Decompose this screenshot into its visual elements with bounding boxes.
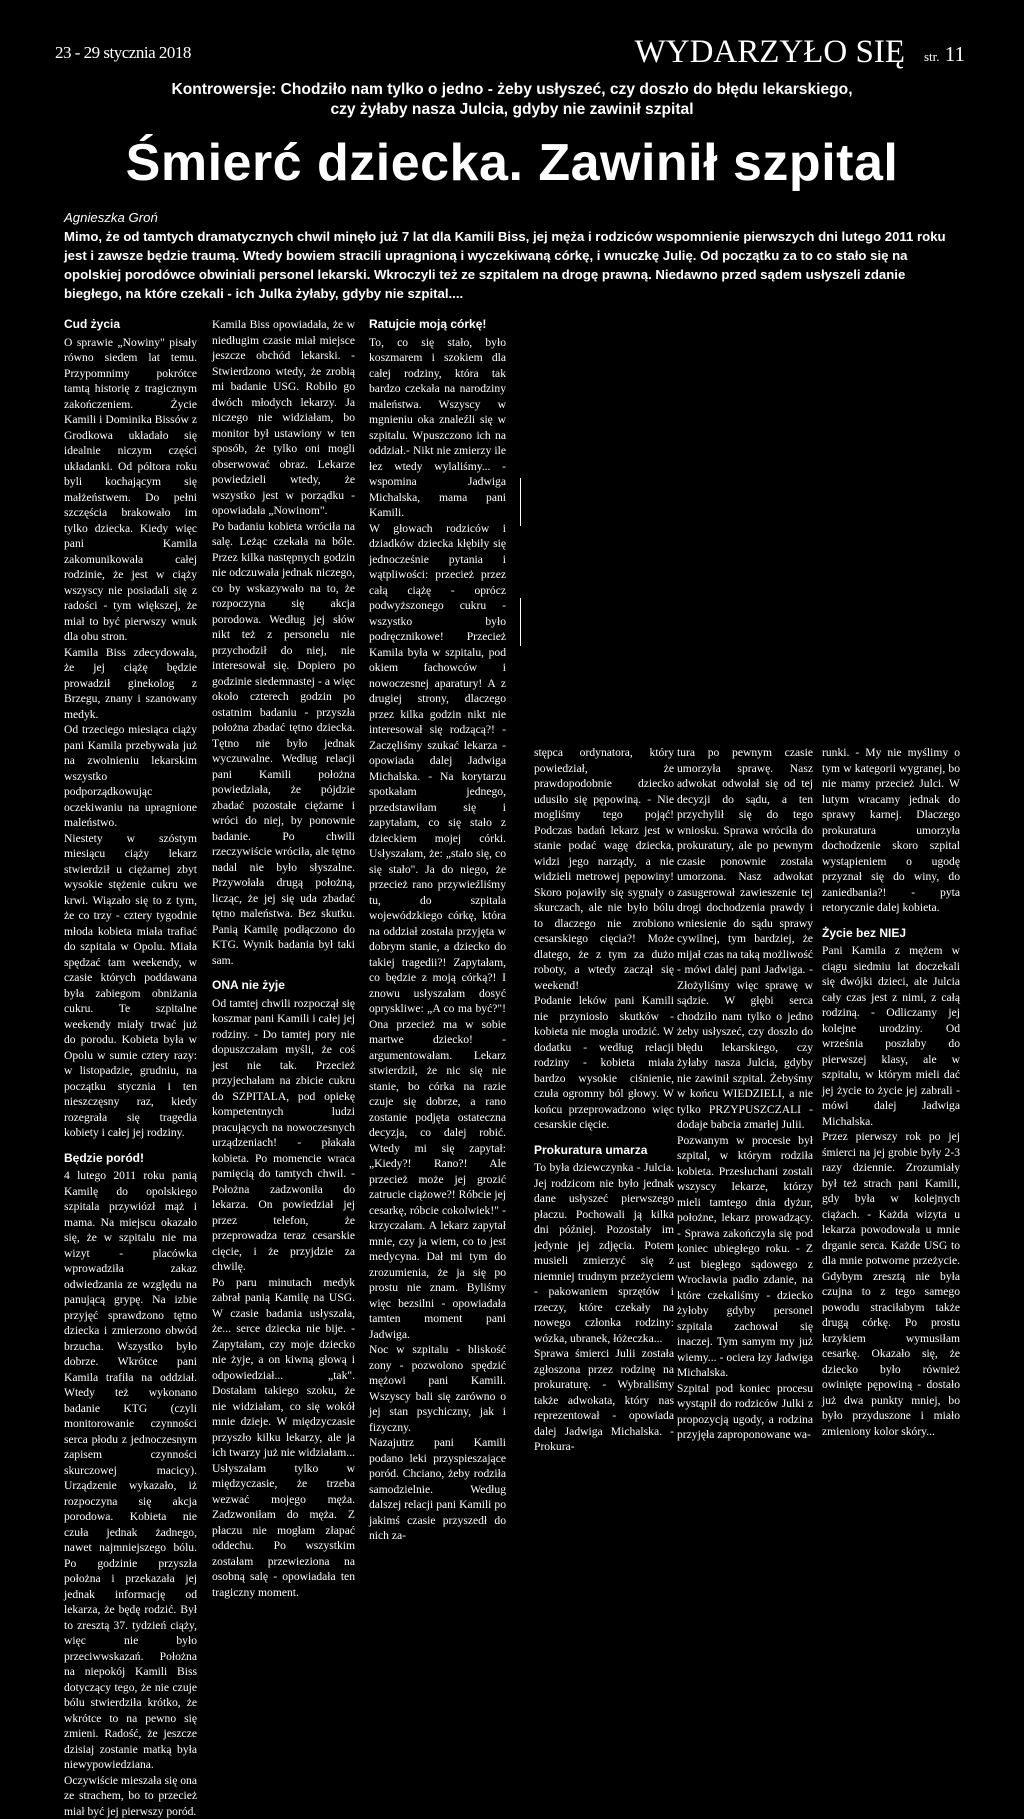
paragraph: Przez pierwszy rok po jej śmierci na jej grobie były 2-3 razy dziennie. Zrozumiały był też strach pani Kamili, gdy była w kolejnych ciążach. - Każda wizyta u lekarza powodowała u mnie drganie serca. Każde USG to dla mnie potworne przeżycie. Gdybym zresztą nie była czujna to z tego samego powodu straciłabym także drugą córkę. Po prostu krzykiem wymusiłam cesarkę. Okazało się, że dziecko było również owinięte pępowiną - dostało już dwa punkty mniej, bo było przyduszone i miało zmieniony kolor skóry... <box>822 1130 960 1438</box>
article-kicker <box>60 80 964 120</box>
paragraph: O sprawie „Nowiny" pisały równo siedem lat temu. Przypomnimy pokrótce tamtą historię z tragicznym zakończeniem. Życie Kamili i Dominika Bissów z Grodkowa układało się idealnie niczym części układanki. Od półtora roku byli kochającym się małżeństwem. Do pełni szczęścia brakowało im tylko dziecka. Kiedy więc pani Kamila zakomunikowała całej rodzinie, że jest w ciąży wszyscy nie posiadali się z radości - tym większej, że miał to być pierwszy wnuk dla obu stron. <box>64 335 197 643</box>
article-lead <box>64 208 960 303</box>
paragraph: Kamila Biss opowiadała, że w niedługim czasie miał miejsce jeszcze obchód lekarski. - Stwierdzono wtedy, że zrobią mi badanie USG. Robiło go dwóch młodych lekarzy. Ja niczego nie widziałam, bo monitor był ustawiony w ten sposób, że tylko oni mogli obserwować obraz. Lekarze powiedzieli wtedy, że wszystko jest w porządku - opowiadała „Nowinom". <box>212 318 355 517</box>
page-number-value: 11 <box>944 42 965 66</box>
subhead-cud-zycia: Cud życia <box>64 317 121 331</box>
subhead-zycie-bez-niej: Życie bez NIEJ <box>822 925 907 940</box>
paragraph: W głowach rodziców i dziadków dziecka kłębiły się jednocześnie pytania i wątpliwości: przecież przez całą ciążę - oprócz podwyższonego cukru - wszystko było podręcznikowe! Przecież Kamila była w szpitalu, pod okiem fachowców i nowoczesnej aparatury! A z drugiej strony, dlaczego przez kilka godzin nikt nie interesował się rodzącą?! - Zaczęliśmy szukać lekarza - opowiada dalej Jadwiga Michalska. - Na korytarzu spotkałam jednego, przedstawiłam się i zapytałam, co się stało z dzieckiem mojej córki. Usłyszałam, że: „stało się, co się stało". Ja do niego, że przecież rano przywieźliśmy tu, do szpitala wojewódzkiego córkę, która na oddział została przyjęta w dobrym stanie, a dziecko do takiej tragedii?! Zapytałam, co będzie z moją córką?! I znowu usłyszałam dosyć opryskliwe: „A co ma być?"! Ona przecież ma w sobie martwe dziecko! - argumentowałam. Lekarz stwierdził, że nic się nie stanie, bo córka na razie czuje się dobrze, a rano zostanie podjęta ostateczna decyzja, co dalej robić. Wtedy mi się zapytał: „Kiedy?! Rano?! Ale przecież może jej grozić zatrucie ciążowe?! Róbcie jej cesarkę, róbcie cokolwiek!" - krzyczałam. A lekarz zapytał mnie, czy ja wiem, co to jest medycyna. Dał mi tym do zrozumienia, że ja się po prostu nie znam. Byliśmy więc bezsilni - opowiadała tamten moment pani Jadwiga. <box>369 521 506 1341</box>
column-2 <box>212 317 355 1599</box>
lead-text: Mimo, że od tamtych dramatycznych chwil minęło już 7 lat dla Kamili Biss, jej męża i rodziców wspomnienie pierwszych dni lutego 2011 roku jest i zawsze będzie traumą. Wtedy bowiem stracili upragnioną i wyczekiwaną córkę, i wnuczkę Julię. Od początku za to co stało się na opolskiej porodówce obwiniali personel lekarski. Wkroczyli też ze szpitalem na drogę prawną. Niedawno przed sądem usłyszeli zdanie biegłego, na które czekali - ich Julka żyłaby, gdyby nie szpital.... <box>64 229 946 301</box>
paragraph: 4 lutego 2011 roku panią Kamilę do opolskiego szpitala przywiózł mąż i mama. Na miejscu okazało się, że w szpitalu nie ma wizyt - placówka wprowadziła zakaz odwiedzania ze względu na panującą grypę. Na izbie przyjęć sprawdzono tętno dziecka i zmierzono obwód brzucha. Wszystko było dobrze. Wkrótce pani Kamila trafiła na oddział. Wtedy też wykonano badanie KTG (czyli monitorowanie czynności serca płodu z jednoczesnym zapisem czynności skurczowej macicy). Urządzenie wykazało, iż rozpoczyna się akcja porodowa. Kobieta nie czuła jednak żadnego, nawet najmniejszego bólu. Po godzinie przyszła położna i przekazała jej jednak informację od lekarza, że będę rodzić. Był to zresztą 37. tydzień ciąży, więc nie było przeciwwskazań. Położna na niepokój Kamili Biss dotyczący tego, że nie czuje bólu stwierdziła krótko, że wkrótce to na pewno się zmieni. Radość, że jeszcze dzisiaj zostanie matką była niewypowiedziana. Oczywiście mieszała się ona ze strachem, bo to przecież miał być jej pierwszy poród. <box>64 1169 197 1818</box>
paragraph: Pozwanym w procesie był szpital, w którym rodziła kobieta. Przesłuchani zostali wszyscy lekarze, którzy mieli tamtego dnia dyżur, położne, lekarz prowadzący. - Sprawa zakończyła się pod koniec ubiegłego roku. - Z ust biegłego sądowego z Wrocławia padło zdanie, na które czekaliśmy - dziecko żyłoby gdyby personel szpitala zachował się inaczej. Tym samym my już wiemy... - ociera łzy Jadwiga Michalska. <box>677 1133 813 1379</box>
paragraph: Od trzeciego miesiąca ciąży pani Kamila przebywała już na zwolnieniu lekarskim wszystko podporządkowując oczekiwaniu na upragnione maleństwo. <box>64 723 197 829</box>
paragraph: Szpital pod koniec procesu wystąpił do rodziców Julki z propozycją ugody, a rodzina przyjęła zaproponowane wa- <box>677 1381 813 1441</box>
paragraph: Po paru minutach medyk zabrał panią Kamilę na USG. W czasie badania usłyszała, że... serce dziecka nie bije. - Zapytałam, czy moje dziecko nie żyje, a on kiwną głową i odpowiedział... „tak". Dostałam takiego szoku, że nie widziałam, co się wokół mnie dzieje. W międzyczasie przyszło kilku lekarzy, ale ja ich twarzy już nie widziałam... Usłyszałam tylko w międzyczasie, że trzeba wezwać mojego męża. Zadzwoniłam do męża. Z płaczu nie mogłam złapać oddechu. Po wszystkim zostałam przewieziona na osobną salę - opowiadała ten tragiczny moment. <box>212 1275 355 1599</box>
issue-date: 23 - 29 stycznia 2018 <box>55 43 191 62</box>
paragraph: Od tamtej chwili rozpoczął się koszmar pani Kamili i całej jej rodziny. - Do tamtej pory nie dopuszczałam myśli, że coś jest nie tak. Przecież przyjechałam na zbicie cukru do SZPITALA, pod opiekę kompetentnych ludzi pracujących na nowoczesnych urządzeniach! - płakała kobieta. Po momencie wraca pamięcią do tamtych chwil. - Położna zadzwoniła do lekarza. On powiedział jej przez telefon, że przeprowadza teraz cesarskie cięcie, i że przyjdzie za chwilę. <box>212 996 355 1273</box>
page-prefix: str. <box>923 49 940 64</box>
paragraph: Noc w szpitalu - bliskość zony - pozwolono spędzić mężowi pani Kamili. Wszyscy bali się zarówno o jej stan psychiczny, jak i fizyczny. <box>369 1343 506 1434</box>
subhead-ona-nie-zyje: ONA nie żyje <box>212 978 285 992</box>
paragraph: runki. - My nie myślimy o tym w kategorii wygranej, bo nie mamy przecież Julci. W lutym wracamy jednak do sprawy karnej. Dlaczego prokuratura umorzyła dochodzenie skoro szpital wystąpieniem o ugodę przyznał się do winy, do zaniedbania?! - pyta retorycznie dalej kobieta. <box>822 746 960 914</box>
column-rule <box>520 478 521 526</box>
paragraph: Pani Kamila z mężem w ciągu siedmiu lat doczekali się dwójki dzieci, ale Julcia cały czas jest z nimi, z całą rodziną. - Odliczamy jej kolejne urodziny. Od września poszłaby do pierwszej klasy, ale w szpitalu, w którym mieli dać jej życie to życie jej zabrali - mówi dalej Jadwiga Michalska. <box>822 944 960 1128</box>
column-6 <box>822 745 960 1438</box>
column-5 <box>677 745 813 1441</box>
paragraph: tura po pewnym czasie umorzyła sprawę. Nasz adwokat odwołał się od tej decyzji do sądu, a ten przychylił się do tego wniosku. Sprawa wróciła do prokuratury, ale po pewnym czasie ponownie została umorzona. Nasz adwokat zasugerował zawieszenie tej drogi dochodzenia prawdy i wniesienie do sądu sprawy cywilnej, tym bardziej, że mijał czas na taką możliwość - mówi dalej pani Jadwiga. - Złożyliśmy więc sprawę w sądzie. W głębi serca chodziło nam tylko o jedno żeby usłyszeć, czy doszło do błędu lekarskiego, czy żyłaby nasza Julcia, gdyby nie zawinił szpital. Żebyśmy w końcu WIEDZIELI, a nie tylko PRZYPUSZCZALI - dodaje babcia zmarłej Julii. <box>677 746 813 1131</box>
kicker-line-2: czy żyłaby nasza Julcia, gdyby nie zawinił szpital <box>330 101 694 118</box>
column-3 <box>369 317 506 1542</box>
column-1 <box>64 317 197 1818</box>
paragraph: Po badaniu kobieta wróciła na salę. Leżąc czekała na bóle. Przez kilka następnych godzin nie odczuwała jednak niczego, co by wskazywało na to, że rozpoczyna się akcja porodowa. Według jej słów nikt też z personelu nie przychodził do niej, nie interesował się. Dopiero po godzinie siedemnastej - a więc około czterech godzin po ostatnim badaniu - przyszła położna zbadać tętno dziecka. Tętno nie było jednak wyczuwalne. Według relacji pani Kamili położna powiedziała, że pójdzie zbadać pozostałe ciężarne i wróci do niej, by ponownie badanie. Po chwili rzeczywiście wróciła, ale tętno nadal nie było słyszalne. Przywołała drugą położną, licząc, że jej się uda zbadać tętno maleństwa. Bez skutku. Panią Kamilę podłączono do KTG. Wynik badania był taki sam. <box>212 519 355 967</box>
page-header <box>55 34 965 70</box>
column-rule <box>520 598 521 646</box>
article-headline: Śmierć dziecka. Zawinił szpital <box>125 134 899 192</box>
section-title: WYDARZYŁO SIĘ <box>634 34 905 70</box>
paragraph: Sprawa śmierci Julii została zgłoszona przez rodzinę na prokuraturę. - Wybraliśmy także adwokata, który nas reprezentował - opowiada dalej Jadwiga Michalska. - Prokura- <box>534 1347 674 1453</box>
paragraph: To, co się stało, było koszmarem i szokiem dla całej rodziny, która tak bardzo czekała na narodziny maleństwa. Wszyscy w mgnieniu oka znaleźli się w szpitalu. Wpuszczono ich na oddział.- Nikt nie zmierzy ile łez wtedy wylaliśmy... - wspomina Jadwiga Michalska, mama pani Kamili. <box>369 335 506 519</box>
paragraph: Nazajutrz pani Kamili podano leki przyspieszające poród. Chciano, żeby rodziła samodzielnie. Według dalszej relacji pani Kamili po jakimś czasie przyszedł do nich za- <box>369 1436 506 1542</box>
page-number <box>924 42 965 67</box>
paragraph: To była dziewczynka - Julcia. Jej rodzicom nie było jednak dane usłyszeć pierwszego płaczu. Pochowali ją kilka dni później. Pozostały im jedynie jej zdjęcia. Potem musieli zmierzyć się z niemniej trudnym przeżyciem - pakowaniem sprzętów i rzeczy, które czekały na nowego członka rodziny: wózka, ubranek, łóżeczka... <box>534 1161 674 1345</box>
paragraph: stępca ordynatora, który powiedział, że prawdopodobnie dziecko udusiło się pępowiną. - Nie mogliśmy tego pojąć! Podczas badań lekarz jest w stanie podać wagę dziecka, widzi jego narządy, a nie widzieli metrowej pępowiny! Skoro pojawiły się sygnały o skurczach, ale nie było bólu to dlaczego nie zrobiono cesarskiego cięcia?! Może dlatego, że z tym za dużo roboty, a wtedy zaczął się weekend! <box>534 746 674 992</box>
paragraph: Kamila Biss zdecydowała, że jej ciążę będzie prowadził ginekolog z Brzegu, znany i szanowany medyk. <box>64 645 197 721</box>
kicker-line-1: Kontrowersje: Chodziło nam tylko o jedno - żeby usłyszeć, czy doszło do błędu lekarskiego, <box>171 81 853 98</box>
paragraph: Niestety w szóstym miesiącu ciąży lekarz stwierdził u ciężarnej zbyt wysokie stężenie cukru we krwi. Wiązało się to z tym, że co trzy - cztery tygodnie młoda kobieta miała trafiać do szpitala w Opolu. Miała spędzać tam weekendy, w czasie których poddawana była zabiegom obniżania cukru. Te szpitalne weekendy miały trwać już do porodu. Kobieta była w Opolu w sumie cztery razy: w listopadzie, grudniu, na początku stycznia i ten nieszczęsny raz, kiedy rozegrała się tragedia kobiety i całej jej rodziny. <box>64 831 197 1139</box>
column-4 <box>534 745 674 1453</box>
paragraph: Podanie leków pani Kamili nie przyniosło skutków - kobieta nie mogła urodzić. W dodatku - według relacji rodziny - kobieta miała bardzo wysokie ciśnienie, czuła ogromny ból głowy. W końcu przeprowadzono więc cesarskie cięcie. <box>534 994 674 1131</box>
article-author: Agnieszka Groń <box>64 210 158 225</box>
subhead-prokuratura: Prokuratura umarza <box>534 1142 648 1157</box>
subhead-ratujcie: Ratujcie moją córkę! <box>369 317 487 331</box>
subhead-bedzie-porod: Będzie poród! <box>64 1150 144 1165</box>
